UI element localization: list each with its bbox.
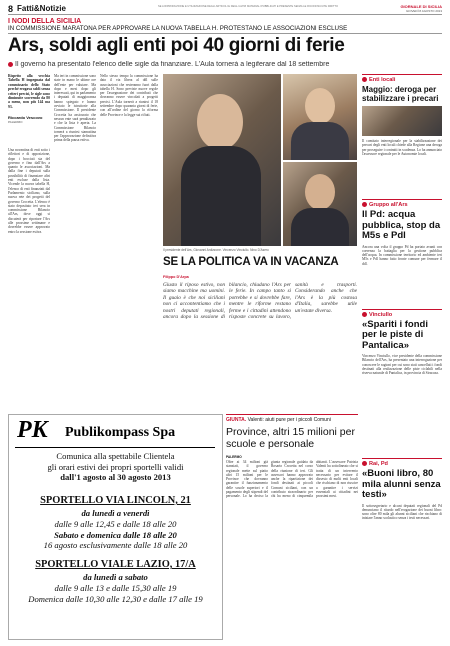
pk-logo: PK [17,417,48,443]
main-subkicker: IN COMMISSIONE MARATONA PER APPROVARE LA NUOVA TABELLA H. PROTESTANO LE ASSOCIAZIONI ESCLUSE [8,25,348,32]
sidebar-title-1: Maggio: deroga per stabilizzare i precari [362,85,439,103]
sidebar-photo-1 [362,106,442,136]
sidebar-rule-1 [362,74,442,75]
photo-ardizzone [163,74,281,246]
ad-line-3: dall'1 agosto al 30 agosto 2013 [60,472,171,482]
office2-line-2: Domenica dalle 10,30 alle 12,30 e dalle 17 alle 19 [28,593,203,604]
office1-hours [9,508,222,551]
giunta-kicker-rest: Valenti: aiuti pure per i piccoli Comuni [247,417,331,423]
photo-caption: Il presidente dell'Ars, Giovanni Ardizzone. Vincenzo Vinciullo. Nino D'Asero [163,248,269,252]
portrait-suit-2 [291,122,349,160]
article-column-3: Nello stesso tempo la commissione ha dato il via libera al ddl sulle associazioni che resteranno fuori dalla tabella H. Sono previste nuove regole per l'assegnazione dei contributi che dovranno essere vincolati a progetti precisi. L'Aula tornerà a riunirsi il 18 settembre dopo quaranta giorni di ferie, con all'ordine del giorno la riforma delle Province e la legge sui rifiuti. [100,74,158,117]
sidebar-text-3: Vincenzo Vinciullo, vice presidente della commissione Bilancio dell'Ars, ha presentato una interrogazione per conoscere le ragioni per cui sono stati cancellati i fondi destinati alla realizzazione delle piste ciclabili nella riserva naturale di Pantalica, in provincia di Siracusa. [362,354,442,376]
portrait-face [197,94,243,150]
sidebar-kicker-4: Rai, Pd [362,461,442,467]
kicker-rule [8,33,442,34]
main-summary: Il governo ha presentato l'elenco delle sigle da finanziare. L'Aula tornerà a legiferare dal 18 settembre [8,61,442,68]
article-column-1: Una novantina di enti sotto i riflettori e di opposizione, dopo i bocciati sia del governo e fino dall'Ars a quanto le associazioni. Ma dalla fine i deputati sulla possibilità di finanziare altri enti escluse dalla lista. Vicende la nuova tabella H, l'elenco di enti finanziati dal Parlamento siciliano, sulla nuova rete dei progetti del governo Crocetta. L'elenco è stato depositato ieri sera in commissione Bilancio all'Ars, dove oggi si discuterà per riportare l'Ars alle prossime settimane e dovrebbe essere approvato entro la sessione estiva. [8,148,50,234]
giunta-kicker: GIUNTA. [226,417,247,423]
top-note: SE A RIPRODUZIONE E UTILIZZAZIONE DEGLI ARTICOLI E DEGLI ALTRI MATERIALI PUBBLICATI E PRESENTE SENZA LE RICONOSCIUTE DIRITTO [158,5,339,8]
byline: Riccardo Vescovo [8,115,43,121]
publikompass-ad [8,414,223,640]
giunta-text: Oltre ai 34 milioni già stanziati, il governo regionale mette sul piatto altri 15 milioni per le Province che dovranno garantire il funzionamento delle scuole superiori e il pagamento degli stipendi del personale. Lo ha deciso la giunta regionale guidata da Rosario Crocetta nel corso della riunione di ieri. Gli assessori hanno approvato anche la ripartizione dei fondi destinati ai piccoli Comuni siciliani, con un contributo straordinario per chi ha meno di cinquemila abitanti. L'assessore Patrizia Valenti ha sottolineato che si tratta di un intervento necessario per evitare il dissesto di molti enti locali che rischiano di non riuscire a garantire i servizi essenziali ai cittadini nei prossimi mesi. [226,460,358,499]
lead-bold: Rispetto alla vecchia Tabella H impegnata dal commissario dello Stato perché erogava soldi senza criteri precisi, le sigle sono diminuite scorrendo da 80 a meno, non più 144 ma 93. [8,74,50,109]
sidebar-title-2: Il Pd: acqua pubblica, stop da M5s e Pdl [362,209,441,241]
giunta-rule [226,414,358,415]
ad-line-2: gli orari estivi dei propri sportelli validi [47,461,184,472]
header-rule [8,14,442,15]
top-header [8,4,442,12]
office1-sub: da lunedì a venerdì [81,508,150,518]
office2-title: SPORTELLO VIALE LAZIO, 17/A [35,559,196,570]
sidebar-title-4: «Buoni libro, 80 mila alunni senza testi» [362,468,441,500]
photo-collage [163,74,357,246]
portrait-face-2 [305,88,335,124]
sub-headline: SE LA POLITICA VA IN VACANZA [163,256,339,268]
sidebar-kicker-2: Gruppo all'Ars [362,202,442,208]
ad-rule [15,447,215,448]
giunta-city: PALERMO [226,455,242,459]
main-headline: Ars, soldi agli enti poi 40 giorni di ferie [8,35,345,56]
header-date: GIOVEDÌ 8 AGOSTO 2013 [406,9,442,13]
sidebar-kicker-1: Enti locali [362,77,442,83]
sidebar-text-2: Ancora una volta il gruppo Pd ha portato avanti con coerenza la battaglia per la gestione pubblica dell'acqua. In commissione territorio ed ambiente ieri M5s e Pdl hanno fatto fronte comune per fermare il ddl. [362,244,442,266]
ad-company: Publikompass Spa [65,425,176,440]
sidebar-text-4: Il sottosegretario e alcuni deputati regionali del Pd denunciano il ritardo nell'erogazione dei buoni libro: sono oltre 80 mila gli alunni siciliani che rischiano di iniziare l'anno scolastico senza i testi necessari. [362,503,442,521]
byline-city: PALERMO [8,120,23,125]
ad-line-1: Comunica alla spettabile Clientela [56,451,175,461]
sub-text-box [163,282,357,410]
office1-line-2: Sabato e domenica dalle 18 alle 20 [54,529,177,540]
sidebar-rule-2 [362,199,442,200]
portrait-face-3 [305,174,335,210]
right-sidebar [362,74,442,640]
sidebar-rule-3 [362,309,442,310]
masthead: GIORNALE DI SICILIA [400,4,442,9]
section-label: Fatti&Notizie [17,4,66,13]
article-column-2: Ma ieri in commissione sono state in mano le ultime ore dell'ente per valutare. Ma dopo e mesi dopo gli interessati, qui in parlamento i deputati di maggioranza hanno spiegato e hanno avviato le istruttorie alla Commissione. Il presidente Crocetta ha assicurato che nessun ente sarà penalizzato e che la lista è aperta. La Commissione Bilancio tornerà a riunirsi stamattina per l'approvazione definitiva prima della pausa estiva. [54,74,96,143]
portrait-suit [181,146,261,246]
sidebar-bullet-icon-3 [362,312,367,317]
sidebar-title-3: «Spariti i fondi per le piste di Pantalica» [362,318,428,351]
sidebar-bullet-icon-4 [362,461,367,466]
ad-intro [9,451,222,483]
sidebar-kicker-3: Vinciullo [362,312,442,318]
portrait-suit-3 [291,208,349,246]
office1-title: SPORTELLO VIA LINCOLN, 21 [40,495,191,506]
giunta-kicker-line [226,417,358,423]
office2-hours [9,572,222,604]
sub-byline: Filippo D'Arpa [163,275,189,279]
photo-dasero [283,162,357,246]
sidebar-bullet-icon-2 [362,202,367,207]
giunta-text-box [226,460,358,638]
lead-box [8,74,50,124]
sidebar-text-1: Il comitato interregionale per la stabilizzazione dei precari degli enti locali chiede alla Regione una deroga per proseguire i contratti in scadenza. Lo ha annunciato l'assessore regionale per le Autonomie locali. [362,139,442,156]
office2-sub: da lunedì a sabato [83,572,148,582]
office1-line-1: dalle 9 alle 12,45 e dalle 18 alle 20 [54,518,177,529]
office2-line-1: dalle 9 alle 13 e dalle 15,30 alle 19 [54,582,177,593]
photo-vinciullo [283,74,357,160]
sidebar-bullet-icon-1 [362,77,367,82]
page-number: 8 [8,4,14,14]
main-kicker: I NODI DELLA SICILIA [8,18,82,25]
giunta-headline: Province, altri 15 milioni per scuole e personale [226,426,355,450]
summary-bullet-icon [8,62,13,67]
sidebar-rule-4 [362,458,442,459]
sub-text: Giusto il riposo estivo, non siamo macchine ma uomini. Il guaio è che noi siciliani non ci accontentiamo che i nostri deputati regionali, ancora dopo la sessione di bilancio, chiudano l'Ars per le ferie. In campo tanto si potrebbe e si dovrebbe fare, mentre le riforme restano ferme e i cittadini attendono risposte concrete su lavoro, sanità e trasporti. Considerando anche che l'Ars è la più costosa d'Italia, sarebbe utile un'estate diversa. [163,282,357,321]
office1-line-3: 16 agosto esclusivamente dalle 18 alle 20 [43,540,188,551]
